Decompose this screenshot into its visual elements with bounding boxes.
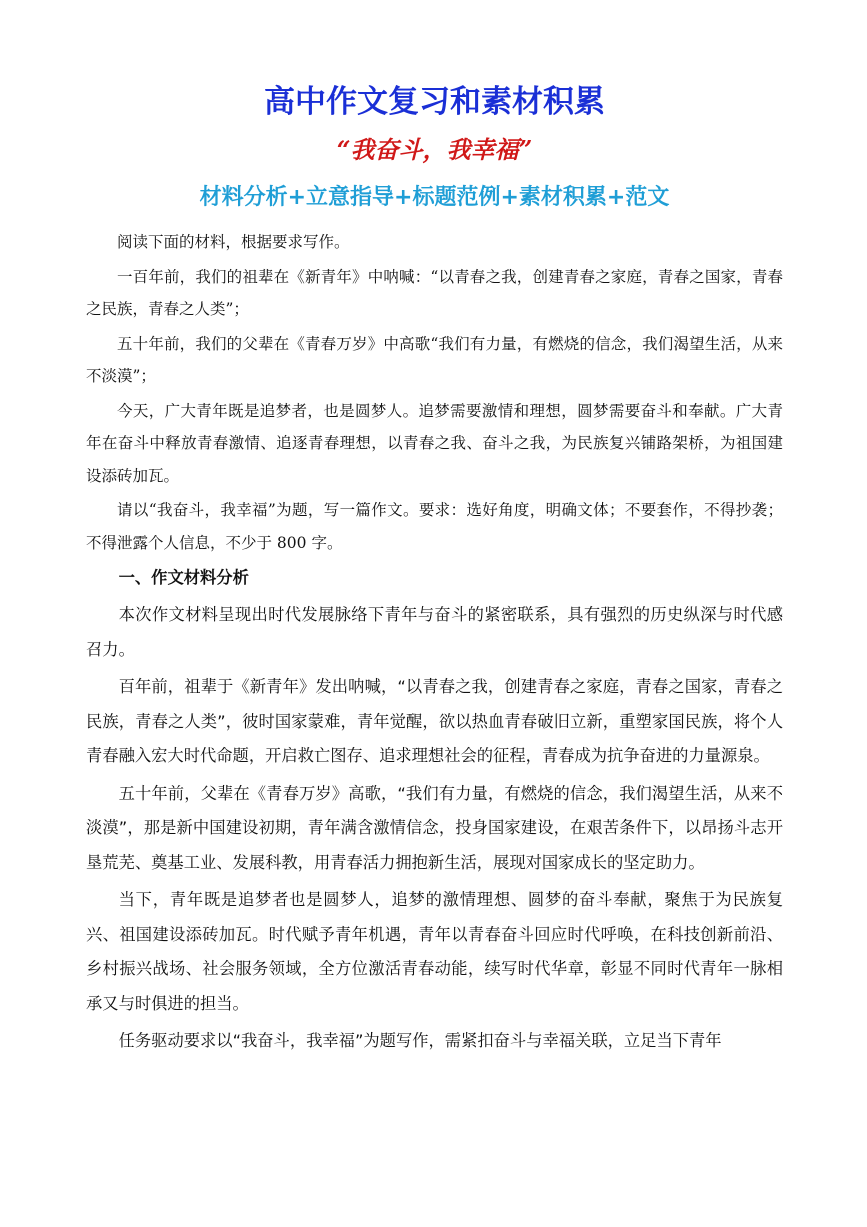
section-heading-analysis: 一、作文材料分析 bbox=[118, 568, 249, 587]
analysis-paragraph-2: 百年前，祖辈于《新青年》发出呐喊，“以青春之我，创建青春之家庭，青春之国家，青春之民族，青春之人类”，彼时国家蒙难，青年觉醒，欲以热血青春破旧立新，重塑家国民族，将个人青春融入宏大时代命题，开启救亡图存、追求理想社会的征程，青春成为抗争奋进的力量源泉。 bbox=[86, 677, 783, 765]
document-title: 高中作文复习和素材积累 bbox=[264, 84, 605, 120]
prompt-paragraph-2: 一百年前，我们的祖辈在《新青年》中呐喊：“以青春之我，创建青春之家庭，青春之国家，青春之民族，青春之人类”； bbox=[86, 267, 783, 318]
analysis-paragraph-5: 任务驱动要求以“我奋斗，我幸福”为题写作，需紧扣奋斗与幸福关联，立足当下青年 bbox=[118, 1031, 722, 1050]
analysis-paragraph-1: 本次作文材料呈现出时代发展脉络下青年与奋斗的紧密联系，具有强烈的历史纵深与时代感召力。 bbox=[86, 605, 783, 659]
prompt-paragraph-4: 今天，广大青年既是追梦者，也是圆梦人。追梦需要激情和理想，圆梦需要奋斗和奉献。广大青年在奋斗中释放青春激情、追逐青春理想，以青春之我、奋斗之我，为民族复兴铺路架桥，为祖国建设添砖加瓦。 bbox=[86, 401, 783, 485]
essay-topic-subtitle: “我奋斗，我幸福” bbox=[336, 135, 533, 164]
prompt-paragraph-3: 五十年前，我们的父辈在《青春万岁》中高歌“我们有力量，有燃烧的信念，我们渴望生活，从来不淡漠”； bbox=[86, 334, 783, 385]
document-body bbox=[86, 226, 783, 1062]
contents-subtitle: 材料分析+立意指导+标题范例+素材积累+范文 bbox=[199, 185, 670, 210]
prompt-paragraph-1: 阅读下面的材料，根据要求写作。 bbox=[117, 233, 350, 251]
analysis-paragraph-4: 当下，青年既是追梦者也是圆梦人，追梦的激情理想、圆梦的奋斗奉献，聚焦于为民族复兴、祖国建设添砖加瓦。时代赋予青年机遇，青年以青春奋斗回应时代呼唤，在科技创新前沿、乡村振兴战场、社会服务领域，全方位激活青春动能，续写时代华章，彰显不同时代青年一脉相承又与时俱进的担当。 bbox=[86, 890, 783, 1013]
analysis-paragraph-3: 五十年前，父辈在《青春万岁》高歌，“我们有力量，有燃烧的信念，我们渴望生活，从来不淡漠”，那是新中国建设初期，青年满含激情信念，投身国家建设，在艰苦条件下，以昂扬斗志开垦荒芜、奠基工业、发展科教，用青春活力拥抱新生活，展现对国家成长的坚定助力。 bbox=[86, 783, 783, 872]
prompt-paragraph-5: 请以“我奋斗，我幸福”为题，写一篇作文。要求：选好角度，明确文体；不要套作，不得抄袭；不得泄露个人信息，不少于 800 字。 bbox=[86, 501, 783, 552]
